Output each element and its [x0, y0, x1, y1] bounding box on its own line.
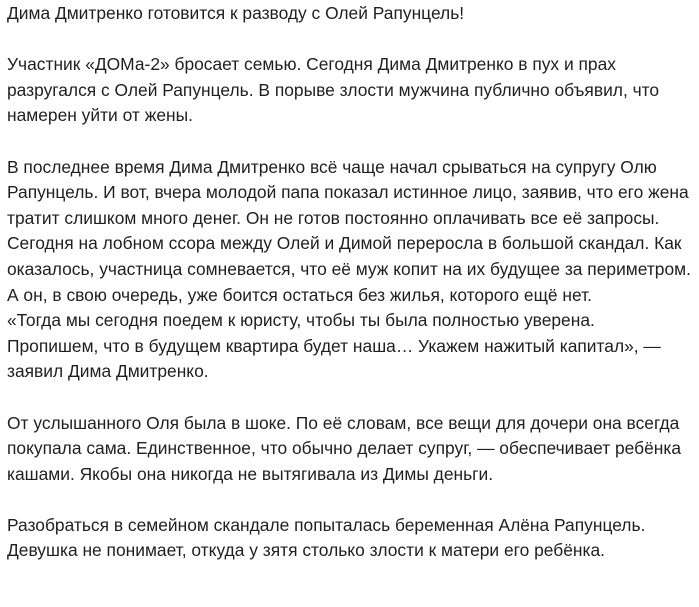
- article-paragraph-5: От услышанного Оля была в шоке. По её словам, все вещи для дочери она всегда покупала сама. Единственное, что обычно делает супруг, — обеспечивает ребёнка кашами. Якобы она никогда не вытягивала из Димы деньги.: [7, 412, 682, 484]
- article: [0, 1, 699, 607]
- article-paragraph-2: В последнее время Дима Дмитренко всё чаще начал срываться на супругу Олю Рапунцель. И вот, вчера молодой папа показал истинное лицо, заявив, что его жена тратит слишком много денег. Он не готов постоянно оплачивать все её запросы.: [7, 156, 689, 228]
- article-quote: «Тогда мы сегодня поедем к юристу, чтобы ты была полностью уверена. Пропишем, что в будущем квартира будет наша… Укажем нажитый капитал», — заявил Дима Дмитренко.: [7, 310, 661, 382]
- article-title: Дима Дмитренко готовится к разводу с Олей Рапунцель!: [7, 3, 465, 23]
- article-paragraph-1: Участник «ДОМа-2» бросает семью. Сегодня Дима Дмитренко в пух и прах разругался с Олей Рапунцель. В порыве злости мужчина публично объявил, что намерен уйти от жены.: [7, 54, 660, 126]
- article-paragraph-6: Разобраться в семейном скандале попыталась беременная Алёна Рапунцель. Девушка не понимает, откуда у зятя столько злости к матери его ребёнка.: [7, 514, 646, 561]
- article-paragraph-3: Сегодня на лобном ссора между Олей и Димой переросла в большой скандал. Как оказалось, участница сомневается, что её муж копит на их будущее за периметром. А он, в свою очередь, уже боится остаться без жилья, которого ещё нет.: [7, 233, 691, 305]
